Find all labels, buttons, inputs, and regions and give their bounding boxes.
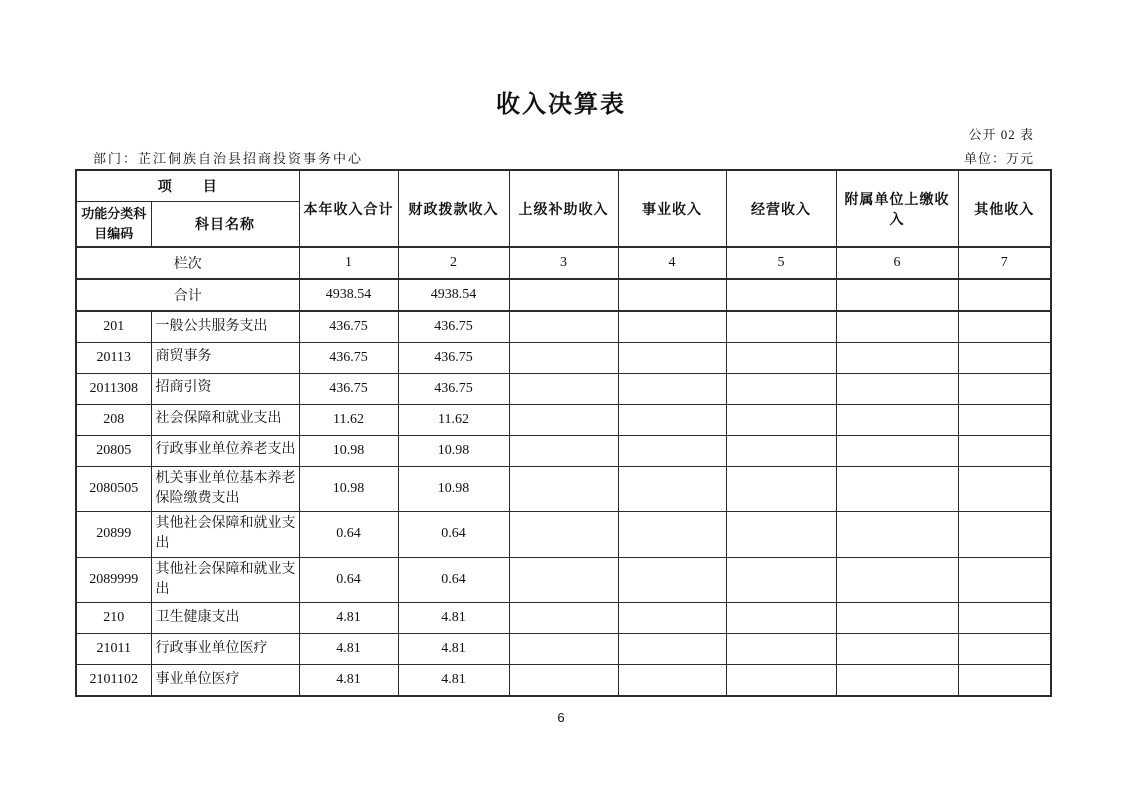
table-row	[76, 603, 1051, 634]
cell-value	[836, 404, 958, 435]
cell-value	[509, 404, 618, 435]
cell-value: 0.64	[299, 512, 398, 558]
cell-value	[958, 404, 1051, 435]
income-final-accounts-table	[75, 169, 1052, 697]
header-col-other-income: 其他收入	[958, 170, 1051, 247]
total-value	[509, 279, 618, 311]
cell-value	[509, 311, 618, 342]
cell-value	[618, 512, 726, 558]
sheet-number-label: 公开 02 表	[968, 127, 1034, 142]
column-index: 3	[509, 247, 618, 279]
cell-value	[958, 634, 1051, 665]
page-title: 收入决算表	[496, 91, 626, 118]
cell-subject-name: 行政事业单位养老支出	[151, 435, 299, 466]
column-index: 7	[958, 247, 1051, 279]
cell-code: 20899	[76, 512, 151, 558]
header-col-business-income: 事业收入	[618, 170, 726, 247]
cell-subject-name: 卫生健康支出	[151, 603, 299, 634]
cell-value	[618, 603, 726, 634]
cell-value	[509, 512, 618, 558]
header-col-fiscal-appropriation: 财政拨款收入	[398, 170, 509, 247]
column-index: 2	[398, 247, 509, 279]
cell-value	[618, 404, 726, 435]
cell-value	[836, 634, 958, 665]
cell-value: 11.62	[299, 404, 398, 435]
cell-value: 10.98	[299, 435, 398, 466]
cell-value	[509, 557, 618, 603]
cell-value	[726, 404, 836, 435]
column-index: 5	[726, 247, 836, 279]
cell-value	[509, 665, 618, 696]
cell-value: 4.81	[299, 603, 398, 634]
total-value: 4938.54	[299, 279, 398, 311]
cell-subject-name: 商贸事务	[151, 342, 299, 373]
cell-value	[618, 373, 726, 404]
cell-value	[836, 512, 958, 558]
cell-value	[726, 311, 836, 342]
page-number: 6	[557, 710, 565, 725]
cell-subject-name: 行政事业单位医疗	[151, 634, 299, 665]
table-row	[76, 373, 1051, 404]
column-index: 6	[836, 247, 958, 279]
department-label: 部门：芷江侗族自治县招商投资事务中心	[93, 151, 364, 166]
header-col-operating-income: 经营收入	[726, 170, 836, 247]
cell-value: 0.64	[398, 557, 509, 603]
cell-value	[958, 512, 1051, 558]
cell-value	[618, 634, 726, 665]
cell-value: 4.81	[398, 603, 509, 634]
cell-subject-name: 社会保障和就业支出	[151, 404, 299, 435]
cell-value	[836, 373, 958, 404]
cell-value	[509, 634, 618, 665]
column-index-label: 栏次	[76, 247, 299, 279]
cell-value	[836, 665, 958, 696]
column-index: 4	[618, 247, 726, 279]
cell-value	[958, 557, 1051, 603]
cell-value	[618, 665, 726, 696]
cell-value: 436.75	[299, 342, 398, 373]
cell-value: 4.81	[398, 665, 509, 696]
header-project: 项 目	[76, 170, 299, 201]
total-value	[836, 279, 958, 311]
cell-subject-name: 招商引资	[151, 373, 299, 404]
cell-value	[509, 435, 618, 466]
cell-value	[618, 557, 726, 603]
cell-value: 10.98	[299, 466, 398, 512]
cell-value	[618, 466, 726, 512]
cell-value: 10.98	[398, 466, 509, 512]
cell-code: 208	[76, 404, 151, 435]
cell-value	[836, 435, 958, 466]
cell-value	[726, 373, 836, 404]
cell-value	[726, 435, 836, 466]
cell-code: 201	[76, 311, 151, 342]
cell-value	[509, 342, 618, 373]
cell-value: 436.75	[398, 373, 509, 404]
cell-value	[618, 342, 726, 373]
total-value	[726, 279, 836, 311]
cell-value	[726, 342, 836, 373]
cell-code: 2101102	[76, 665, 151, 696]
cell-subject-name: 其他社会保障和就业支出	[151, 512, 299, 558]
column-index-row	[76, 247, 1051, 279]
cell-subject-name: 其他社会保障和就业支出	[151, 557, 299, 603]
cell-value	[958, 311, 1051, 342]
header-col-superior-subsidy: 上级补助收入	[509, 170, 618, 247]
cell-value	[509, 466, 618, 512]
total-value: 4938.54	[398, 279, 509, 311]
cell-value	[958, 373, 1051, 404]
total-label: 合计	[76, 279, 299, 311]
cell-value	[509, 373, 618, 404]
cell-value	[958, 435, 1051, 466]
cell-value	[726, 466, 836, 512]
cell-value	[836, 342, 958, 373]
cell-value: 436.75	[299, 373, 398, 404]
cell-value	[836, 557, 958, 603]
cell-value: 11.62	[398, 404, 509, 435]
cell-value	[618, 435, 726, 466]
cell-value	[726, 557, 836, 603]
header-function-code: 功能分类科目编码	[76, 201, 151, 247]
cell-value	[726, 665, 836, 696]
cell-value: 0.64	[398, 512, 509, 558]
cell-subject-name: 机关事业单位基本养老保险缴费支出	[151, 466, 299, 512]
cell-value	[958, 466, 1051, 512]
table-row	[76, 557, 1051, 603]
cell-value	[509, 603, 618, 634]
cell-value	[618, 311, 726, 342]
cell-value: 4.81	[299, 665, 398, 696]
unit-label: 单位：万元	[963, 151, 1034, 166]
table-row	[76, 435, 1051, 466]
cell-value	[726, 512, 836, 558]
cell-subject-name: 一般公共服务支出	[151, 311, 299, 342]
cell-value	[836, 311, 958, 342]
header-col-year-total: 本年收入合计	[299, 170, 398, 247]
cell-value: 10.98	[398, 435, 509, 466]
cell-code: 2089999	[76, 557, 151, 603]
cell-subject-name: 事业单位医疗	[151, 665, 299, 696]
cell-code: 2011308	[76, 373, 151, 404]
cell-value	[726, 603, 836, 634]
column-index: 1	[299, 247, 398, 279]
cell-value	[726, 634, 836, 665]
cell-value: 4.81	[398, 634, 509, 665]
cell-value: 436.75	[398, 311, 509, 342]
total-value	[618, 279, 726, 311]
cell-value: 4.81	[299, 634, 398, 665]
table-row	[76, 466, 1051, 512]
cell-value	[836, 603, 958, 634]
cell-value	[958, 603, 1051, 634]
cell-code: 20113	[76, 342, 151, 373]
cell-value: 436.75	[398, 342, 509, 373]
table-row	[76, 342, 1051, 373]
total-row	[76, 279, 1051, 311]
cell-value	[836, 466, 958, 512]
cell-code: 210	[76, 603, 151, 634]
cell-value: 436.75	[299, 311, 398, 342]
header-col-affiliated-remittance: 附属单位上缴收入	[836, 170, 958, 247]
cell-value	[958, 342, 1051, 373]
header-subject-name: 科目名称	[151, 201, 299, 247]
cell-code: 2080505	[76, 466, 151, 512]
header-row-project	[76, 170, 1051, 201]
cell-value: 0.64	[299, 557, 398, 603]
cell-code: 21011	[76, 634, 151, 665]
table-row	[76, 512, 1051, 558]
table-row	[76, 634, 1051, 665]
cell-code: 20805	[76, 435, 151, 466]
cell-value	[958, 665, 1051, 696]
total-value	[958, 279, 1051, 311]
table-row	[76, 311, 1051, 342]
table-row	[76, 404, 1051, 435]
table-row	[76, 665, 1051, 696]
